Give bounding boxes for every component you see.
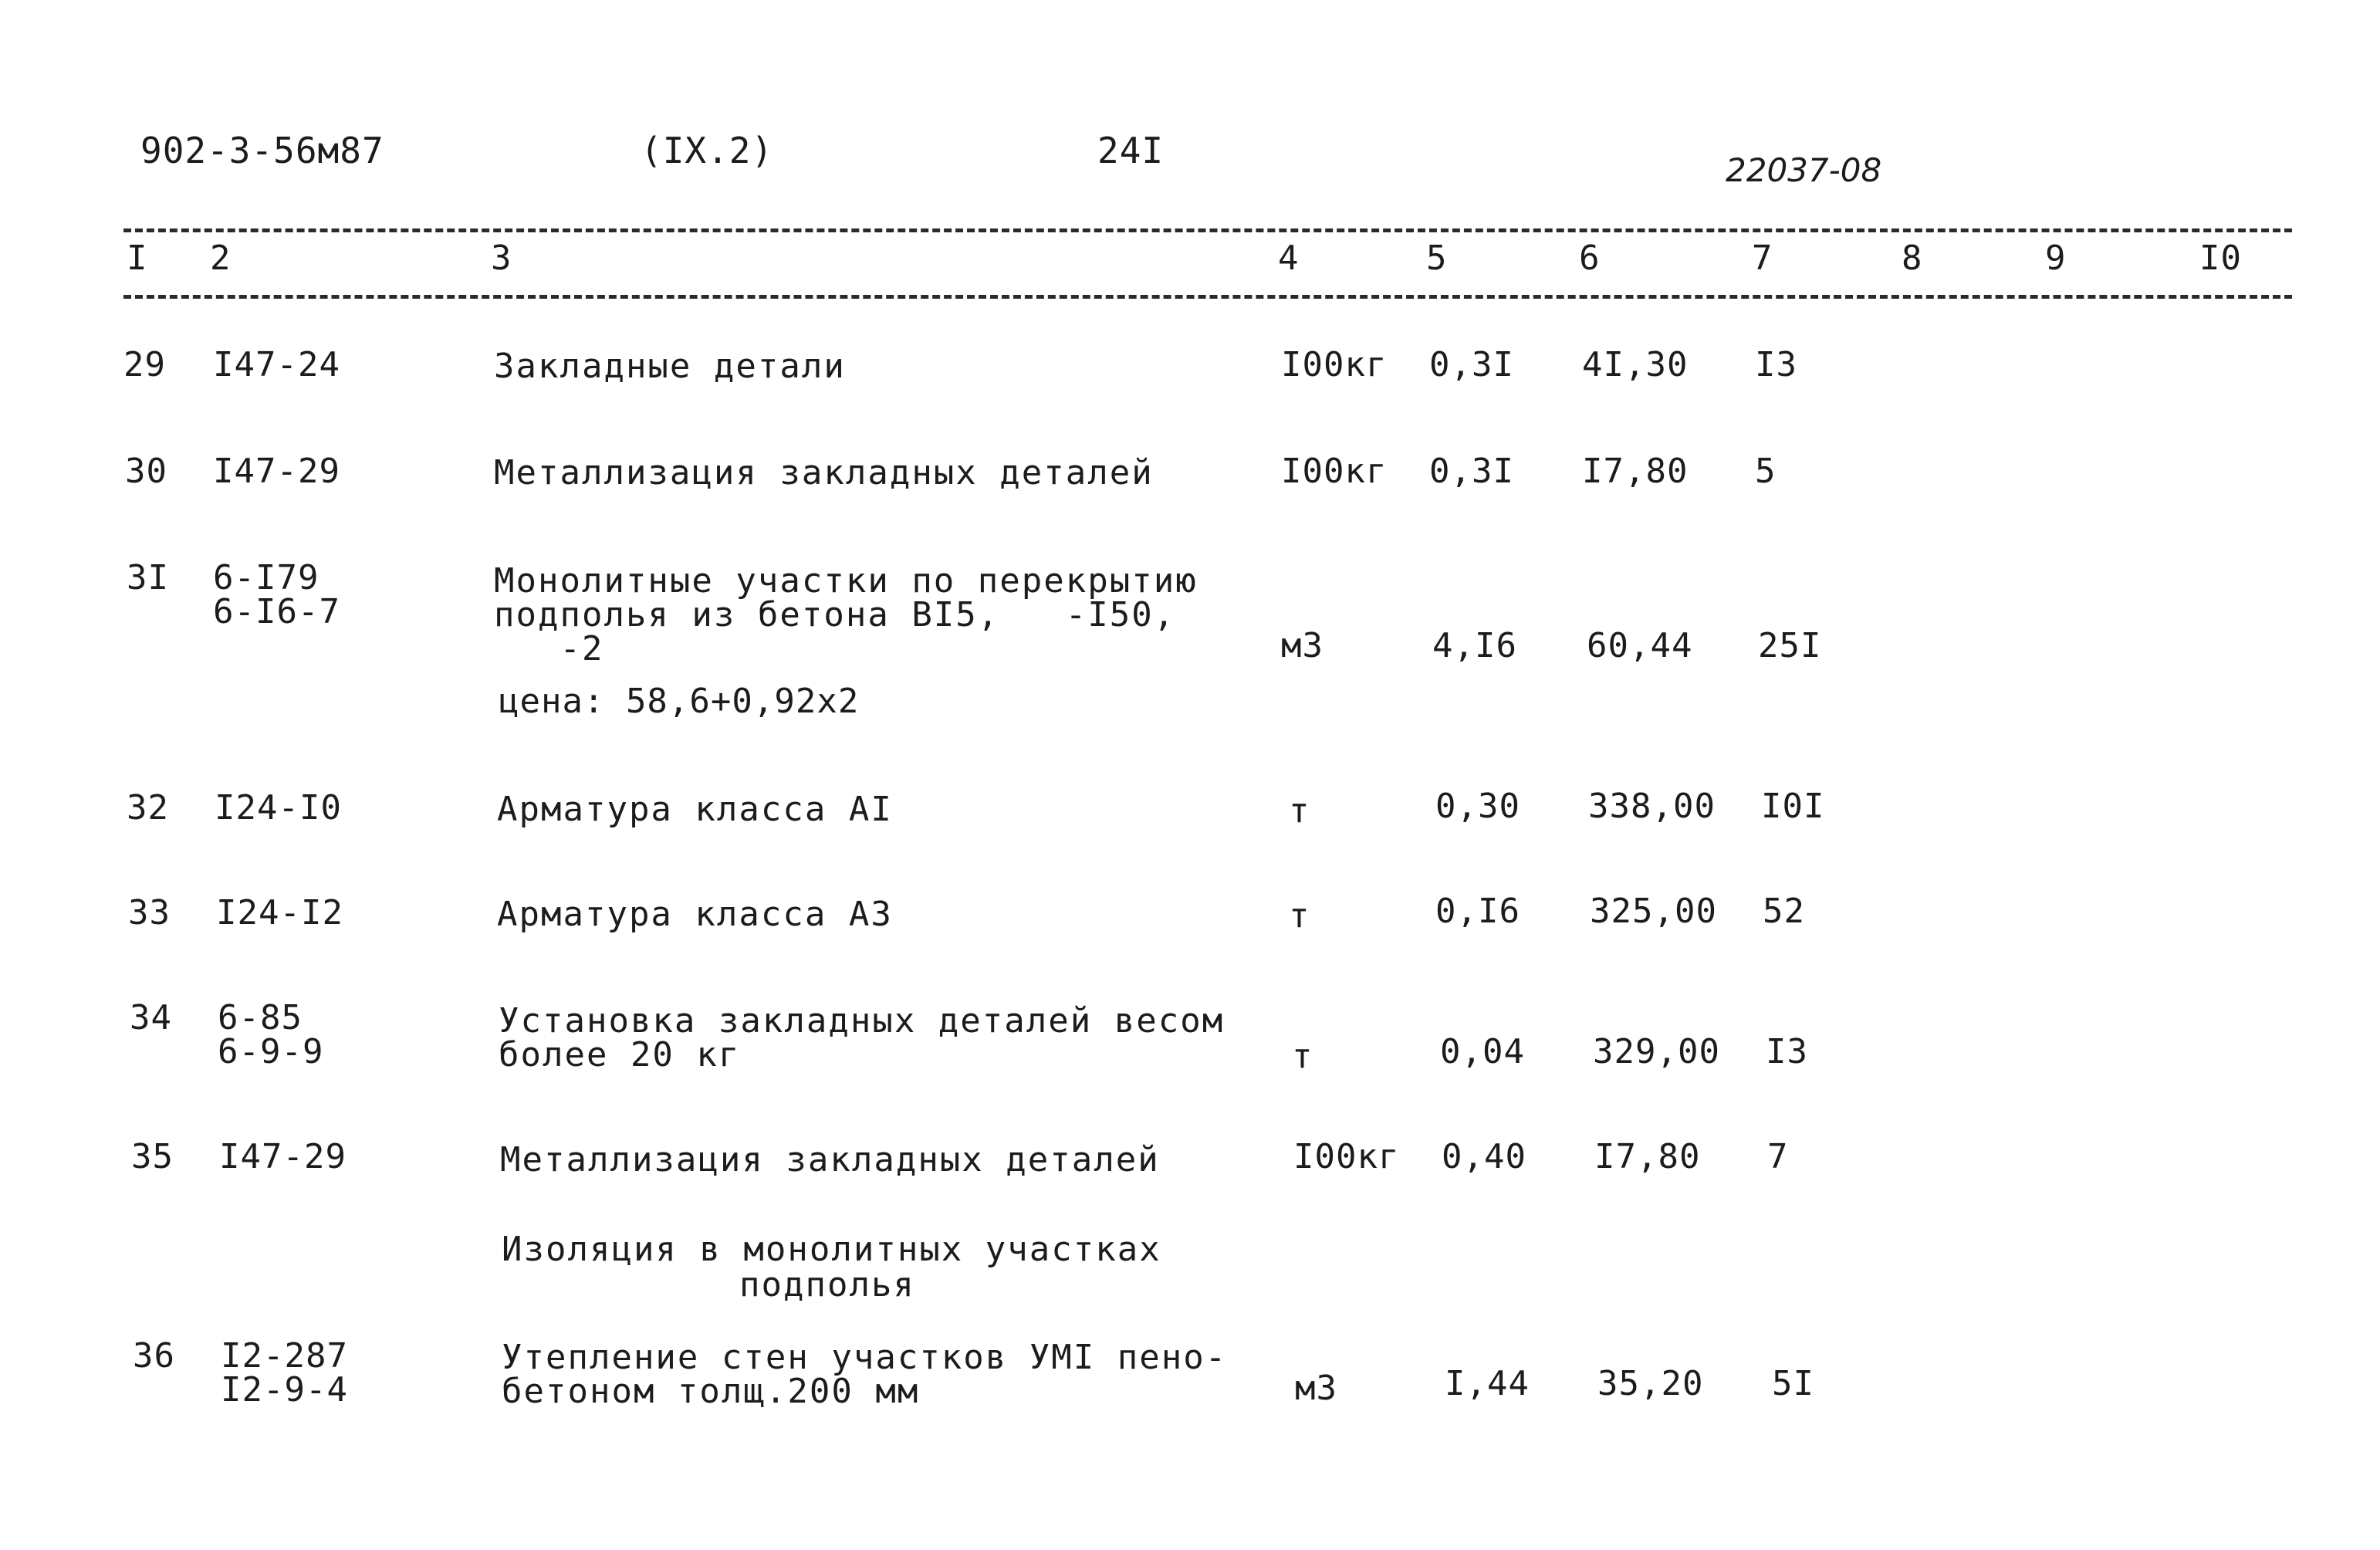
row-number: 35: [131, 1137, 174, 1176]
column-number-5: 5: [1426, 239, 1448, 278]
work-description-line-3: -2: [494, 629, 604, 668]
row-number: 29: [123, 345, 166, 384]
rate-code-secondary: 6-I6-7: [213, 592, 340, 631]
total-cost: 5I: [1772, 1364, 1814, 1403]
unit-price: 329,00: [1593, 1032, 1720, 1071]
unit-price: I7,80: [1594, 1137, 1701, 1176]
column-number-6: 6: [1579, 239, 1601, 278]
unit: I00кг: [1293, 1137, 1400, 1176]
quantity: 4,I6: [1432, 626, 1517, 665]
rate-code: 6-I79: [213, 558, 319, 597]
section-heading: Изоляция в монолитных участках: [502, 1230, 1161, 1269]
row-number: 32: [127, 788, 169, 827]
unit-price: 338,00: [1588, 787, 1716, 826]
work-description-line-2: подполья из бетона BI5, -I50,: [494, 595, 1176, 635]
total-cost: I3: [1766, 1032, 1808, 1071]
unit: т: [1292, 1037, 1313, 1076]
row-number: 34: [130, 998, 172, 1037]
column-number-8: 8: [1902, 239, 1923, 278]
rate-code-secondary: 6-9-9: [218, 1032, 324, 1071]
unit-price: 325,00: [1590, 892, 1717, 931]
row-number: 33: [128, 893, 171, 932]
rate-code: I24-I2: [216, 893, 343, 932]
rate-code: I2-287: [221, 1336, 348, 1376]
total-cost: I3: [1755, 345, 1797, 384]
column-number-7: 7: [1752, 239, 1773, 278]
rate-code: I24-I0: [215, 788, 342, 827]
rate-code-secondary: I2-9-4: [221, 1370, 348, 1410]
total-cost: 5: [1755, 452, 1777, 491]
total-cost: 7: [1767, 1137, 1789, 1176]
quantity: 0,30: [1435, 787, 1520, 826]
total-cost: 25I: [1758, 626, 1822, 665]
total-cost: 52: [1763, 892, 1805, 931]
work-description: Монолитные участки по перекрытию: [494, 561, 1198, 601]
row-number: 30: [125, 452, 167, 491]
rate-code: I47-29: [213, 452, 340, 491]
unit-price: 35,20: [1597, 1364, 1704, 1403]
document-code: 902-3-56м87: [140, 130, 384, 171]
quantity: I,44: [1445, 1364, 1530, 1403]
unit: м3: [1281, 626, 1324, 665]
quantity: 0,I6: [1435, 892, 1520, 931]
price-note: цена: 58,6+0,92х2: [499, 682, 860, 721]
quantity: 0,04: [1440, 1032, 1525, 1071]
unit: I00кг: [1281, 345, 1388, 384]
work-description-line-2: более 20 кг: [499, 1035, 741, 1075]
row-number: 36: [133, 1336, 175, 1376]
column-number-9: 9: [2045, 239, 2067, 278]
unit: I00кг: [1281, 452, 1388, 491]
unit: т: [1289, 896, 1310, 936]
column-number-1: I: [127, 239, 148, 278]
section-reference: (IX.2): [641, 130, 774, 171]
work-description: Металлизация закладных деталей: [500, 1140, 1160, 1179]
rate-code: I47-29: [219, 1137, 347, 1176]
quantity: 0,3I: [1429, 345, 1514, 384]
column-number-2: 2: [210, 239, 232, 278]
section-heading-line-2: подполья: [739, 1265, 915, 1305]
rate-code: I47-24: [213, 345, 340, 384]
unit: т: [1289, 791, 1310, 831]
header-rule-bottom: [123, 295, 2292, 299]
rate-code: 6-85: [218, 998, 303, 1037]
stamp-number: 22037-08: [1726, 151, 1882, 189]
header-rule-top: [123, 228, 2292, 232]
unit-price: 4I,30: [1582, 345, 1689, 384]
quantity: 0,3I: [1429, 452, 1514, 491]
work-description: Закладные детали: [494, 347, 846, 386]
work-description: Арматура класса A3: [497, 895, 893, 934]
unit: м3: [1295, 1369, 1337, 1408]
work-description: Арматура класса AI: [497, 790, 893, 829]
total-cost: I0I: [1761, 787, 1825, 826]
unit-price: 60,44: [1587, 626, 1693, 665]
unit-price: I7,80: [1582, 452, 1689, 491]
column-number-3: 3: [491, 239, 512, 278]
row-number: 3I: [127, 558, 169, 597]
work-description: Установка закладных деталей весом: [499, 1001, 1225, 1041]
column-number-4: 4: [1278, 239, 1300, 278]
column-number-10: I0: [2199, 239, 2242, 278]
work-description: Утепление стен участков УМI пено-: [502, 1338, 1228, 1377]
work-description: Металлизация закладных деталей: [494, 453, 1154, 492]
work-description-line-2: бетоном толщ.200 мм: [502, 1372, 920, 1411]
quantity: 0,40: [1442, 1137, 1526, 1176]
page-number: 24I: [1097, 130, 1165, 171]
